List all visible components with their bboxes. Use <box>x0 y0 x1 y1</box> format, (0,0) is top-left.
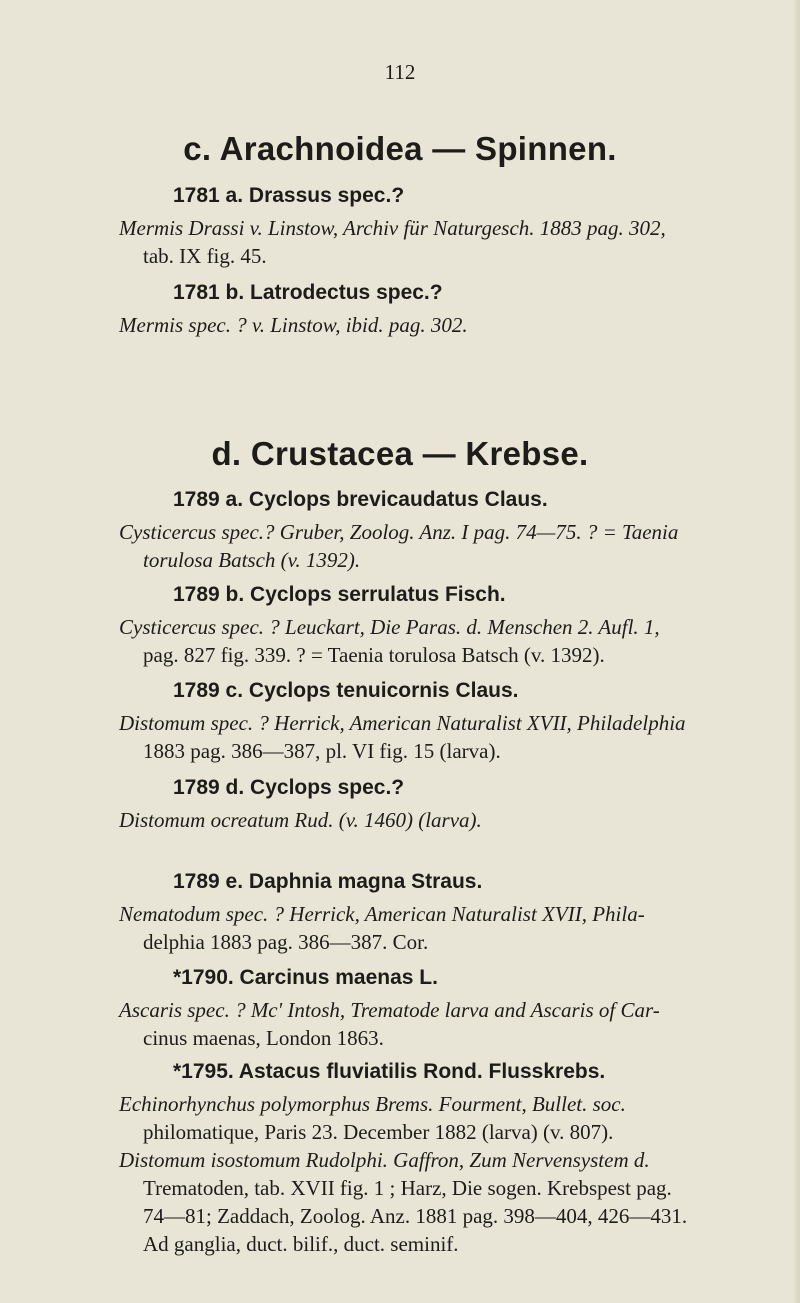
reference-line: Mermis spec. ? v. Linstow, ibid. pag. 302. <box>119 313 468 337</box>
reference-line: Cysticercus spec. ? Leuckart, Die Paras. d. Menschen 2. Aufl. 1, <box>119 615 660 639</box>
entry-heading: 1789 a. Cyclops brevicaudatus Claus. <box>173 488 548 511</box>
entry-heading: 1781 a. Drassus spec.? <box>173 184 405 207</box>
reference-line: tab. IX fig. 45. <box>143 244 267 268</box>
entry-heading: 1789 d. Cyclops spec.? <box>173 776 405 799</box>
entry-reference <box>119 518 789 574</box>
entry-reference <box>119 613 789 669</box>
reference-line: cinus maenas, London 1863. <box>143 1026 384 1050</box>
reference-line: Mermis Drassi v. Linstow, Archiv für Naturgesch. 1883 pag. 302, <box>119 216 666 240</box>
entry-reference <box>119 214 789 270</box>
page-edge-shadow <box>792 0 800 1303</box>
section-heading-arachnoidea: c. Arachnoidea — Spinnen. <box>183 130 617 167</box>
entry-heading: 1789 c. Cyclops tenuicornis Claus. <box>173 679 519 702</box>
entry-heading: 1781 b. Latrodectus spec.? <box>173 281 443 304</box>
reference-line: philomatique, Paris 23. December 1882 (larva) (v. 807). <box>143 1120 614 1144</box>
entry-heading: *1790. Carcinus maenas L. <box>173 966 438 989</box>
reference-line: Distomum ocreatum Rud. (v. 1460) (larva). <box>119 808 482 832</box>
entry-reference <box>119 900 789 956</box>
entry-reference <box>119 806 789 834</box>
reference-line: pag. 827 fig. 339. ? = Taenia torulosa Batsch (v. 1392). <box>143 643 605 667</box>
page-number: 112 <box>384 60 416 84</box>
reference-line: delphia 1883 pag. 386—387. Cor. <box>143 930 429 954</box>
entry-heading: 1789 e. Daphnia magna Straus. <box>173 870 483 893</box>
section-heading-crustacea: d. Crustacea — Krebse. <box>211 435 589 472</box>
reference-line: Nematodum spec. ? Herrick, American Naturalist XVII, Phila- <box>119 902 645 926</box>
reference-line: Trematoden, tab. XVII fig. 1 ; Harz, Die sogen. Krebspest pag. <box>143 1176 672 1200</box>
entry-reference <box>119 709 789 765</box>
entry-heading: *1795. Astacus fluviatilis Rond. Flusskrebs. <box>173 1060 606 1083</box>
reference-line: 74—81; Zaddach, Zoolog. Anz. 1881 pag. 398—404, 426—431. <box>143 1204 688 1228</box>
reference-line: Echinorhynchus polymorphus Brems. Fourment, Bullet. soc. <box>119 1092 626 1116</box>
reference-line: 1883 pag. 386—387, pl. VI fig. 15 (larva). <box>143 739 501 763</box>
reference-line: Ascaris spec. ? Mc' Intosh, Trematode larva and Ascaris of Car- <box>119 998 660 1022</box>
entry-reference <box>119 1090 789 1258</box>
reference-line: Ad ganglia, duct. bilif., duct. seminif. <box>143 1232 459 1256</box>
reference-line: Distomum isostomum Rudolphi. Gaffron, Zum Nervensystem d. <box>119 1148 650 1172</box>
reference-line: torulosa Batsch (v. 1392). <box>143 548 361 572</box>
entry-reference <box>119 311 789 339</box>
reference-line: Distomum spec. ? Herrick, American Naturalist XVII, Philadelphia <box>119 711 686 735</box>
entry-reference <box>119 996 789 1052</box>
entry-heading: 1789 b. Cyclops serrulatus Fisch. <box>173 583 506 606</box>
reference-line: Cysticercus spec.? Gruber, Zoolog. Anz. I pag. 74—75. ? = Taenia <box>119 520 679 544</box>
